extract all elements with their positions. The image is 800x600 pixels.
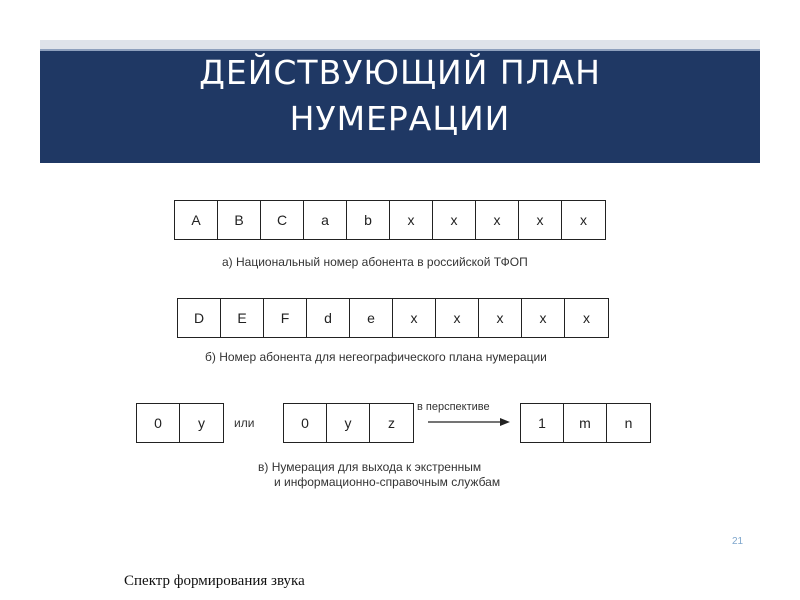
digit-cell: x: [522, 299, 565, 337]
digit-cell: x: [433, 201, 476, 239]
digit-cell: y: [327, 404, 370, 442]
digit-cell: D: [178, 299, 221, 337]
slide-title: [40, 50, 760, 142]
emergency-caption-line2: и информационно-справочным службам: [274, 475, 501, 489]
arrow-right-icon: [428, 416, 510, 428]
digit-cell: C: [261, 201, 304, 239]
emergency-caption: [258, 460, 500, 490]
digit-cell: b: [347, 201, 390, 239]
future-label: в перспективе: [417, 401, 490, 413]
digit-cell: e: [350, 299, 393, 337]
digit-cell: d: [307, 299, 350, 337]
digit-cell: z: [388, 415, 395, 431]
digit-cell: 0: [284, 404, 327, 442]
nongeographic-number-row: [177, 298, 609, 338]
national-number-row: [174, 200, 606, 240]
emergency-group-2: [283, 403, 414, 443]
or-separator: или: [234, 416, 255, 430]
title-banner: [40, 40, 760, 163]
nongeographic-number-caption: б) Номер абонента для негеографического плана нумерации: [205, 350, 547, 364]
emergency-group-3: [520, 403, 651, 443]
digit-cell: F: [264, 299, 307, 337]
digit-cell: E: [221, 299, 264, 337]
slide-title-line1: ДЕЙСТВУЮЩИЙ ПЛАН: [199, 53, 601, 92]
digit-cell: x: [519, 201, 562, 239]
digit-cell: m: [564, 404, 607, 442]
digit-cell: x: [479, 299, 522, 337]
digit-cell: a: [304, 201, 347, 239]
digit-cell: 1: [521, 404, 564, 442]
banner-top-stripe: [40, 40, 760, 49]
digit-cell: x: [476, 201, 519, 239]
slide-title-line2: НУМЕРАЦИИ: [289, 99, 511, 138]
footer-text: Спектр формирования звука: [124, 573, 305, 589]
digit-cell: 0: [137, 404, 180, 442]
emergency-caption-line1: в) Нумерация для выхода к экстренным: [258, 460, 482, 474]
emergency-group-1: [136, 403, 224, 443]
page-number: 21: [732, 536, 744, 547]
digit-cell: A: [175, 201, 218, 239]
digit-cell: n: [624, 415, 633, 431]
digit-cell: x: [583, 310, 590, 326]
digit-cell: x: [580, 212, 587, 228]
digit-cell: x: [390, 201, 433, 239]
digit-cell: x: [393, 299, 436, 337]
national-number-caption: а) Национальный номер абонента в российской ТФОП: [222, 255, 528, 269]
digit-cell: y: [198, 415, 205, 431]
digit-cell: x: [436, 299, 479, 337]
digit-cell: B: [218, 201, 261, 239]
